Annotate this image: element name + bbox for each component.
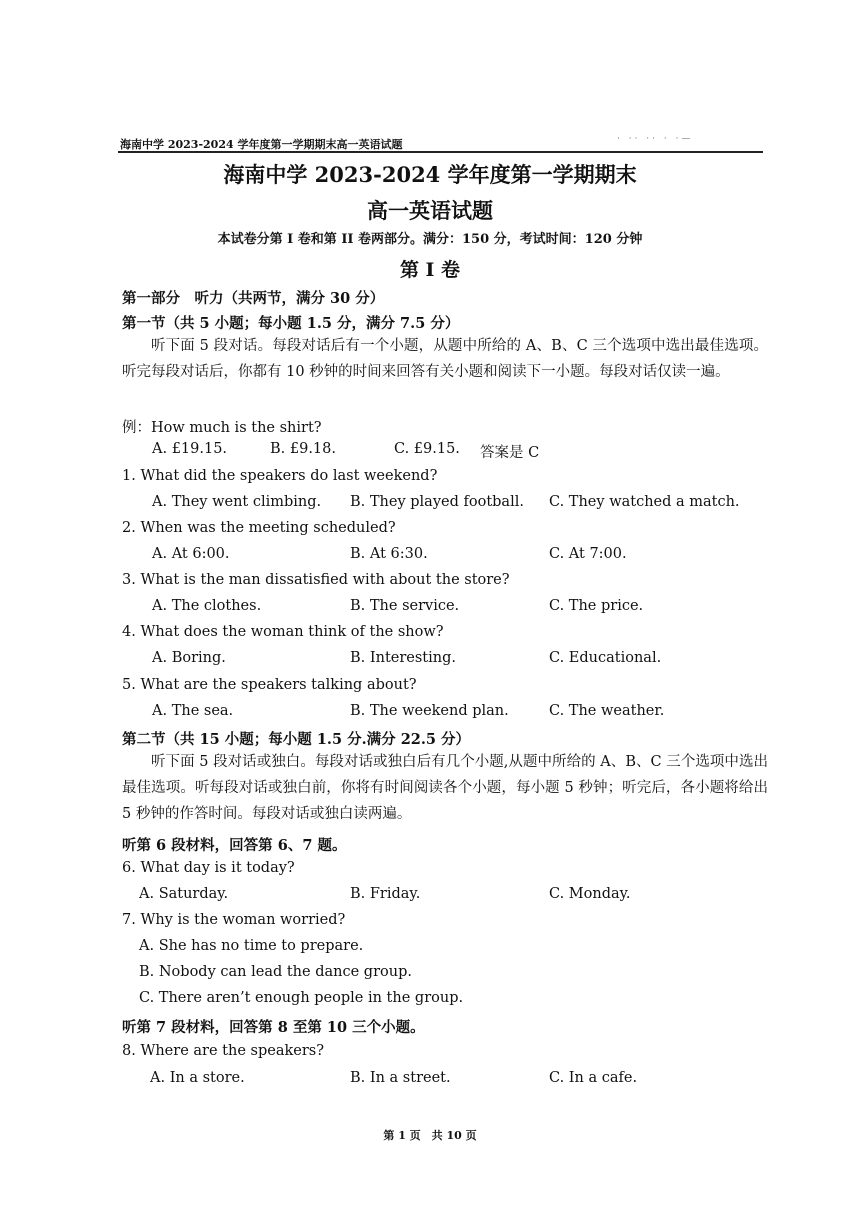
- exam-subject: 高一英语试题: [367, 198, 493, 223]
- q4-option-b: B. Interesting.: [350, 650, 456, 666]
- q6-option-c: C. Monday.: [549, 886, 631, 902]
- q8-option-c: C. In a cafe.: [549, 1070, 638, 1086]
- q6-option-a: A. Saturday.: [139, 886, 229, 902]
- q1-option-c: C. They watched a match.: [549, 494, 740, 510]
- q2-option-c: C. At 7:00.: [549, 546, 627, 562]
- page-number: 第 1 页 共 10 页: [383, 1129, 477, 1142]
- q2-option-b: B. At 6:30.: [350, 546, 428, 562]
- q4-option-a: A. Boring.: [152, 650, 226, 666]
- q7-option-a: A. She has no time to prepare.: [139, 938, 364, 954]
- q3-option-a: A. The clothes.: [152, 598, 262, 614]
- question-5: 5. What are the speakers talking about?: [122, 677, 417, 693]
- example-question: 例：How much is the shirt?: [122, 420, 322, 436]
- q6-option-b: B. Friday.: [350, 886, 421, 902]
- q7-option-b: B. Nobody can lead the dance group.: [139, 964, 412, 980]
- question-3: 3. What is the man dissatisfied with about the store?: [122, 572, 510, 588]
- q1-option-a: A. They went climbing.: [152, 494, 322, 510]
- q8-option-a: A. In a store.: [150, 1070, 245, 1086]
- example-option-c: C. £9.15.: [394, 441, 460, 457]
- question-2: 2. When was the meeting scheduled?: [122, 520, 396, 536]
- example-option-a: A. £19.15.: [152, 441, 228, 457]
- corner-marks: · ·· ·· · ·—: [617, 134, 694, 144]
- part1-heading: 第一部分 听力（共两节，满分 30 分）: [122, 290, 385, 307]
- material-7-heading: 听第 7 段材料，回答第 8 至第 10 三个小题。: [122, 1019, 425, 1036]
- q5-option-a: A. The sea.: [152, 703, 234, 719]
- exam-info: 本试卷分第 I 卷和第 II 卷两部分。满分：150 分，考试时间：120 分钟: [217, 232, 643, 247]
- q1-option-b: B. They played football.: [350, 494, 524, 510]
- section1-heading: 第一节（共 5 小题；每小题 1.5 分，满分 7.5 分）: [122, 315, 460, 332]
- material-6-heading: 听第 6 段材料，回答第 6、7 题。: [122, 837, 347, 854]
- question-6: 6. What day is it today?: [122, 860, 295, 876]
- q5-option-b: B. The weekend plan.: [350, 703, 509, 719]
- question-1: 1. What did the speakers do last weekend?: [122, 468, 438, 484]
- q5-option-c: C. The weather.: [549, 703, 665, 719]
- q4-option-c: C. Educational.: [549, 650, 662, 666]
- running-header: 海南中学 2023-2024 学年度第一学期期末高一英语试题: [120, 138, 403, 151]
- question-4: 4. What does the woman think of the show?: [122, 624, 444, 640]
- exam-title: 海南中学 2023-2024 学年度第一学期期末: [223, 162, 637, 187]
- header-rule: [118, 151, 763, 153]
- section1-instructions: 听下面 5 段对话。每段对话后有一个小题，从题中所给的 A、B、C 三个选项中选出最佳选项。听完每段对话后，你都有 10 秒钟的时间来回答有关小题和阅读下一小题。每段对话仅读一遍。: [122, 338, 768, 380]
- section2-heading: 第二节（共 15 小题；每小题 1.5 分.满分 22.5 分）: [122, 731, 471, 748]
- q8-option-b: B. In a street.: [350, 1070, 451, 1086]
- volume-heading: 第 I 卷: [399, 259, 461, 281]
- q2-option-a: A. At 6:00.: [152, 546, 230, 562]
- q7-option-c: C. There aren’t enough people in the group.: [139, 990, 464, 1006]
- example-answer: 答案是 C: [480, 445, 540, 461]
- question-7: 7. Why is the woman worried?: [122, 912, 346, 928]
- question-8: 8. Where are the speakers?: [122, 1043, 324, 1059]
- example-option-b: B. £9.18.: [270, 441, 336, 457]
- q3-option-b: B. The service.: [350, 598, 460, 614]
- q3-option-c: C. The price.: [549, 598, 644, 614]
- section2-instructions: 听下面 5 段对话或独白。每段对话或独白后有几个小题,从题中所给的 A、B、C 三个选项中选出最佳选项。听每段对话或独白前，你将有时间阅读各个小题，每小题 5 秒钟；听完后，各小题将给出 5 秒钟的作答时间。每段对话或独白读两遍。: [122, 754, 768, 822]
